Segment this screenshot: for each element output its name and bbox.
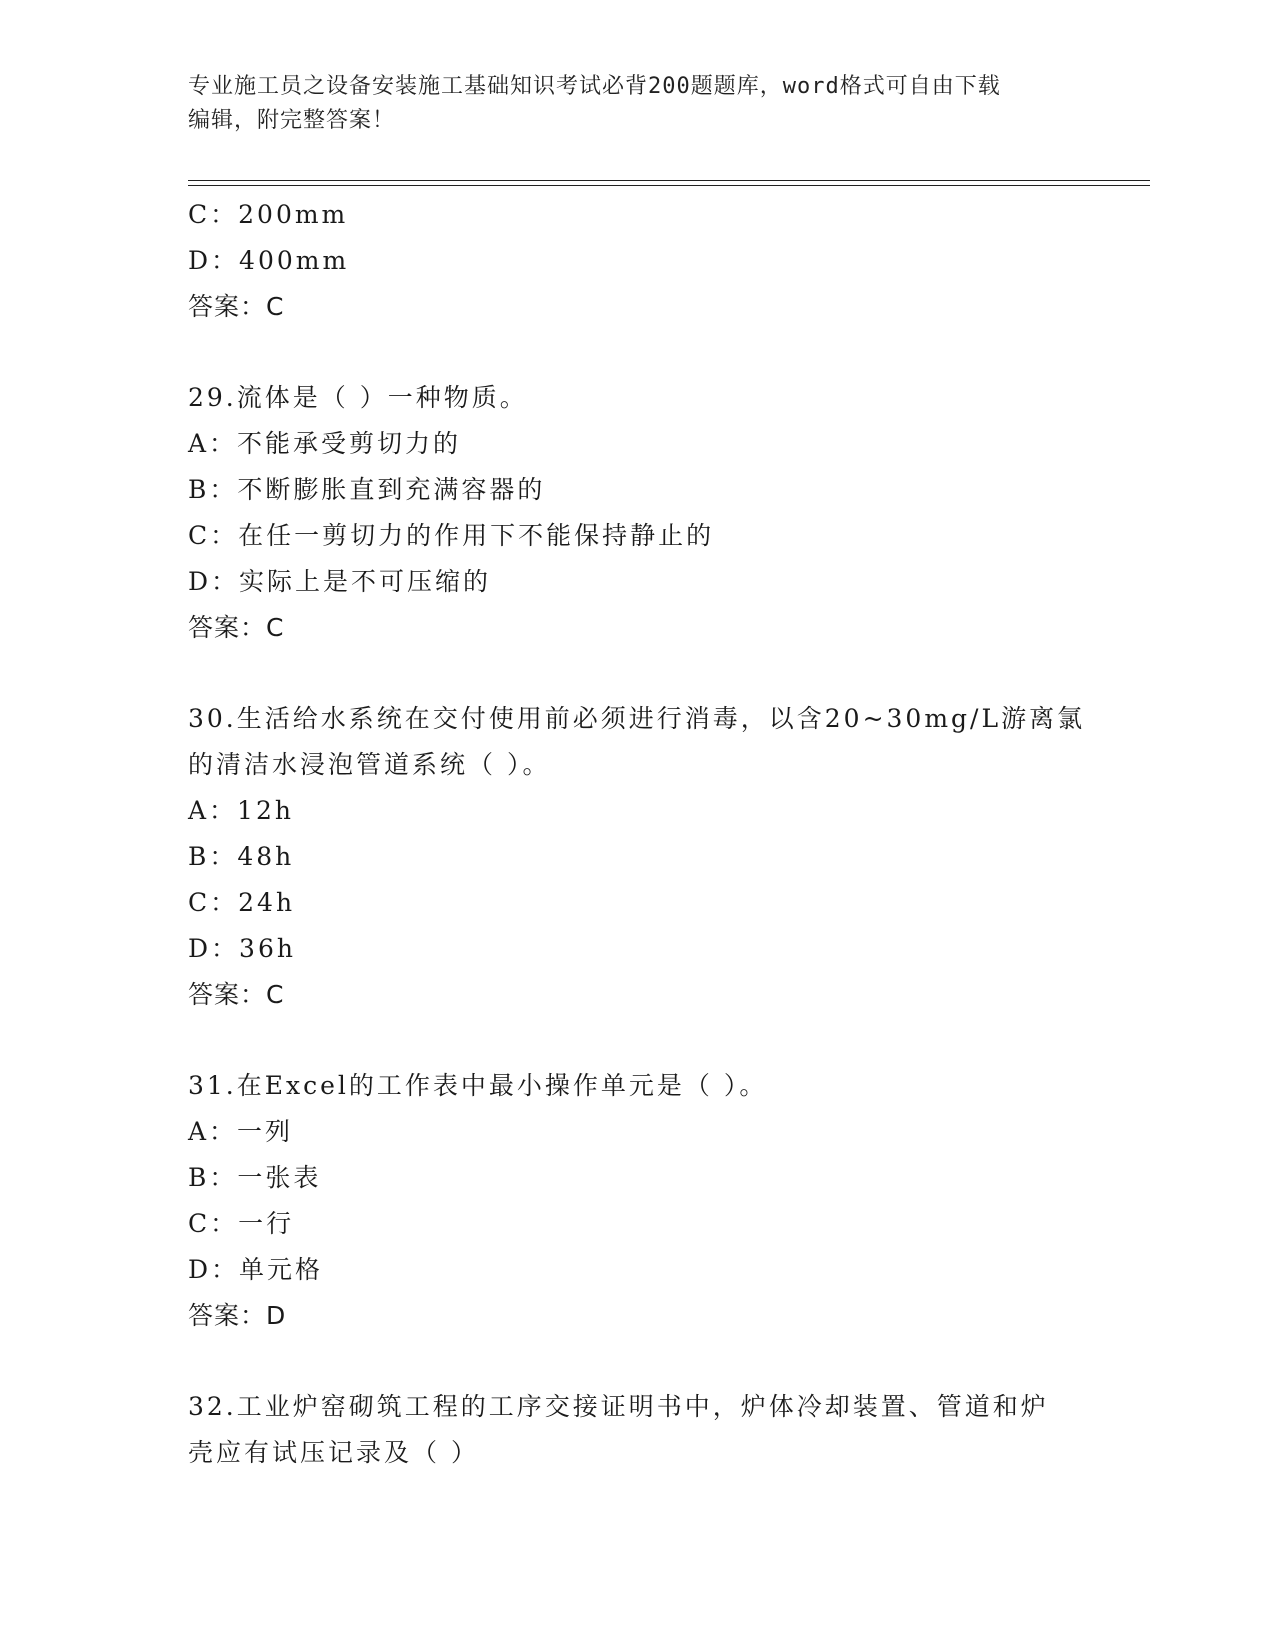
answer: 答案：C bbox=[188, 613, 285, 642]
option-a: A：12h bbox=[188, 796, 294, 825]
question-spacer bbox=[188, 1018, 1088, 1063]
document-header bbox=[188, 70, 1068, 138]
question-spacer bbox=[188, 651, 1088, 696]
answer: 答案：C bbox=[188, 980, 285, 1009]
option-d: D：400mm bbox=[188, 246, 350, 275]
header-line-2: 编辑，附完整答案！ bbox=[188, 108, 396, 133]
question-text-line-1: 30.生活给水系统在交付使用前必须进行消毒，以含20~30mg/L游离氯 bbox=[188, 704, 1086, 733]
answer: 答案：D bbox=[188, 1301, 287, 1330]
option-c: C：一行 bbox=[188, 1209, 295, 1238]
header-divider-bottom bbox=[188, 185, 1150, 186]
option-a: A：一列 bbox=[188, 1117, 294, 1146]
question-32 bbox=[188, 1384, 1088, 1476]
question-text: 31.在Excel的工作表中最小操作单元是（ ）。 bbox=[188, 1071, 768, 1100]
question-text-line-1: 32.工业炉窑砌筑工程的工序交接证明书中，炉体冷却装置、管道和炉 bbox=[188, 1392, 1049, 1421]
option-b: B：一张表 bbox=[188, 1163, 322, 1192]
question-28-tail bbox=[188, 192, 1088, 330]
question-text-line-2: 的清洁水浸泡管道系统（ ）。 bbox=[188, 750, 551, 779]
option-d: D：单元格 bbox=[188, 1255, 324, 1284]
option-d: D：36h bbox=[188, 934, 296, 963]
option-b: B：48h bbox=[188, 842, 295, 871]
question-spacer bbox=[188, 330, 1088, 375]
option-c: C：在任一剪切力的作用下不能保持静止的 bbox=[188, 521, 715, 550]
option-a: A：不能承受剪切力的 bbox=[188, 429, 462, 458]
question-spacer bbox=[188, 1339, 1088, 1384]
question-30 bbox=[188, 696, 1088, 1018]
question-text-line-2: 壳应有试压记录及（ ） bbox=[188, 1438, 479, 1467]
question-list bbox=[188, 192, 1088, 1476]
option-b: B：不断膨胀直到充满容器的 bbox=[188, 475, 546, 504]
question-31 bbox=[188, 1063, 1088, 1339]
option-c: C：24h bbox=[188, 888, 296, 917]
header-line-1: 专业施工员之设备安装施工基础知识考试必背200题题库，word格式可自由下载 bbox=[188, 74, 1001, 99]
question-29 bbox=[188, 375, 1088, 651]
header-divider-top bbox=[188, 180, 1150, 181]
option-d: D：实际上是不可压缩的 bbox=[188, 567, 492, 596]
answer: 答案：C bbox=[188, 292, 285, 321]
question-text: 29.流体是（ ）一种物质。 bbox=[188, 383, 528, 412]
option-c: C：200mm bbox=[188, 200, 349, 229]
